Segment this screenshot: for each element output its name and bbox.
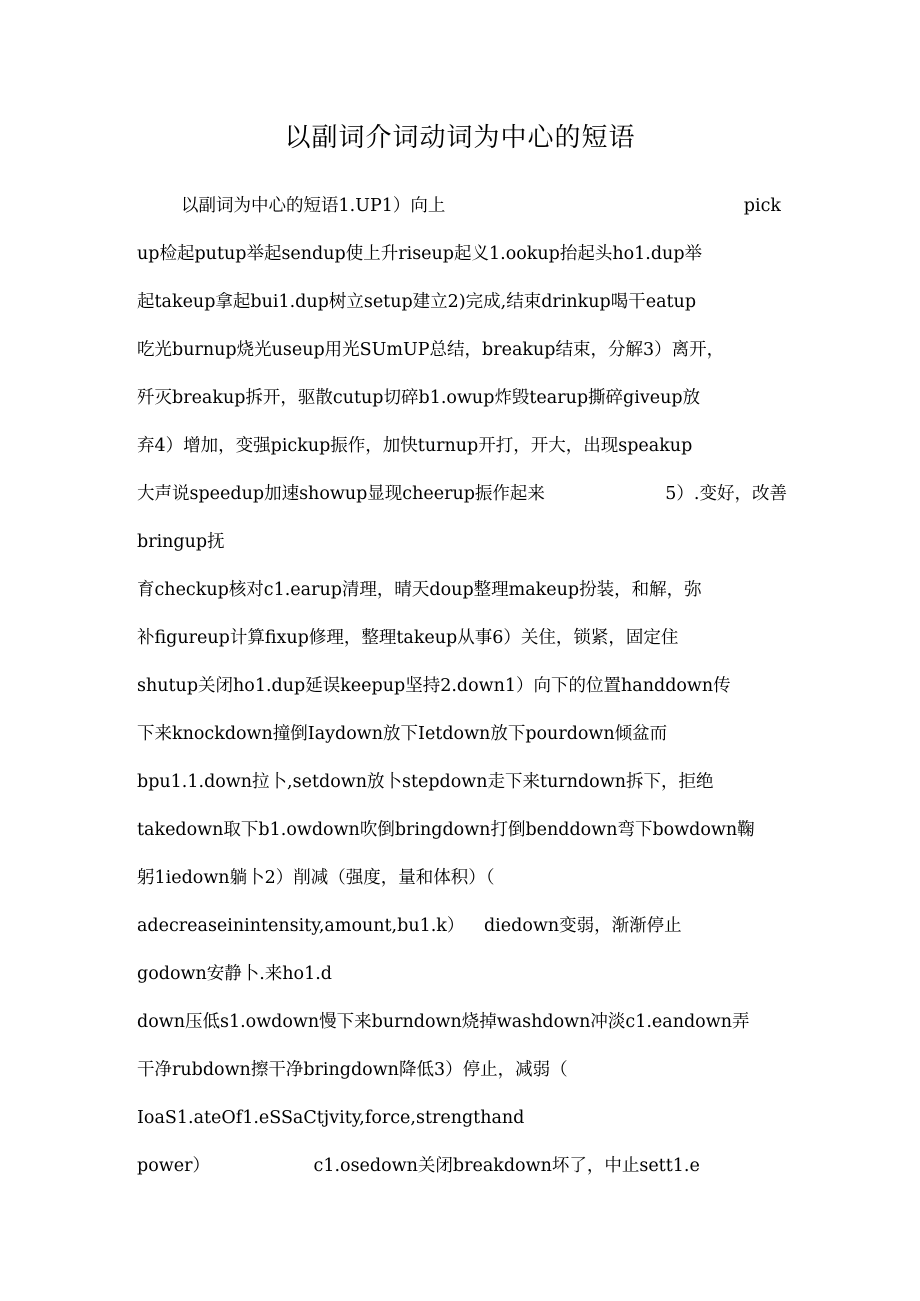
document-title: 以副词介词动词为中心的短语 xyxy=(284,123,636,153)
text-segment: 弃4）增加，变强pickup振作，加快turnup开打，开大，出现speakup xyxy=(137,436,693,456)
text-line-10 xyxy=(137,622,787,654)
text-line-21 xyxy=(137,1150,787,1182)
text-segment: 5）.变好，改善 xyxy=(665,484,787,504)
text-segment: c1.osedown关闭breakdown坏了，中止sett1.e xyxy=(313,1156,700,1176)
text-segment: adecreaseinintensity,amount,bu1.k） xyxy=(137,916,465,936)
text-line-8 xyxy=(137,526,787,558)
text-line-4 xyxy=(137,334,787,366)
text-line-14 xyxy=(137,814,787,846)
text-segment: up检起putup举起sendup使上升riseup起义1.ookup抬起头ho1.dup举 xyxy=(137,244,703,264)
text-line-15 xyxy=(137,862,787,894)
text-line-17 xyxy=(137,958,787,990)
text-segment: pick xyxy=(743,196,781,216)
text-line-9 xyxy=(137,574,787,606)
text-line-11 xyxy=(137,670,787,702)
text-segment: 歼灭breakup拆开，驱散cutup切碎b1.owup炸毁tearup撕碎giveup放 xyxy=(137,388,701,408)
text-line-3 xyxy=(137,286,787,318)
text-line-7 xyxy=(137,478,787,510)
text-line-12 xyxy=(137,718,787,750)
text-segment: down压低s1.owdown慢下来burndown烧掉washdown冲淡c1.eandown弄 xyxy=(137,1012,750,1032)
text-segment: shutup关闭ho1.dup延误keepup坚持2.down1）向下的位置handdown传 xyxy=(137,676,731,696)
text-segment: 以副词为中心的短语1.UP1）向上 xyxy=(181,196,446,216)
text-segment: 大声说speedup加速showup显现cheerup振作起来 xyxy=(137,484,545,504)
text-line-5 xyxy=(137,382,787,414)
text-segment: 干净rubdown擦干净bringdown降低3）停止，减弱（ xyxy=(137,1060,568,1080)
text-line-20 xyxy=(137,1102,787,1134)
text-segment: 育checkup核对c1.earup清理，晴天doup整理makeup扮装，和解，弥 xyxy=(137,580,702,600)
text-segment: 躬1iedown躺卜2）削减（强度，量和体积）（ xyxy=(137,868,495,888)
text-line-13 xyxy=(137,766,787,798)
text-segment: 起takeup拿起bui1.dup树立setup建立2)完成,结束drinkup喝干eatup xyxy=(137,292,697,312)
text-segment: bpu1.1.down拉卜,setdown放卜stepdown走下来turndown拆下，拒绝 xyxy=(137,772,714,792)
text-segment: 吃光burnup烧光useup用光SUmUP总结，breakup结束，分解3）离开， xyxy=(137,340,725,360)
text-line-6 xyxy=(137,430,787,462)
text-segment: godown安静卜.来ho1.d xyxy=(137,964,332,984)
text-line-19 xyxy=(137,1054,787,1086)
text-segment: bringup抚 xyxy=(137,532,225,552)
text-segment: takedown取下b1.owdown吹倒bringdown打倒benddown弯下bowdown鞠 xyxy=(137,820,755,840)
text-segment: 下来knockdown撞倒Iaydown放下Ietdown放下pourdown倾盆而 xyxy=(137,724,668,744)
text-segment: diedown变弱，渐渐停止 xyxy=(483,916,682,936)
text-segment: 补figureup计算fixup修理，整理takeup从事6）关住，锁紧，固定住 xyxy=(137,628,679,648)
text-line-2 xyxy=(137,238,787,270)
text-line-1 xyxy=(181,190,781,222)
text-line-16 xyxy=(137,910,787,942)
text-segment: IoaS1.ateOf1.eSSaCtjvity,force,strengthand xyxy=(137,1108,525,1128)
text-line-18 xyxy=(137,1006,787,1038)
text-segment: power） xyxy=(137,1156,210,1176)
